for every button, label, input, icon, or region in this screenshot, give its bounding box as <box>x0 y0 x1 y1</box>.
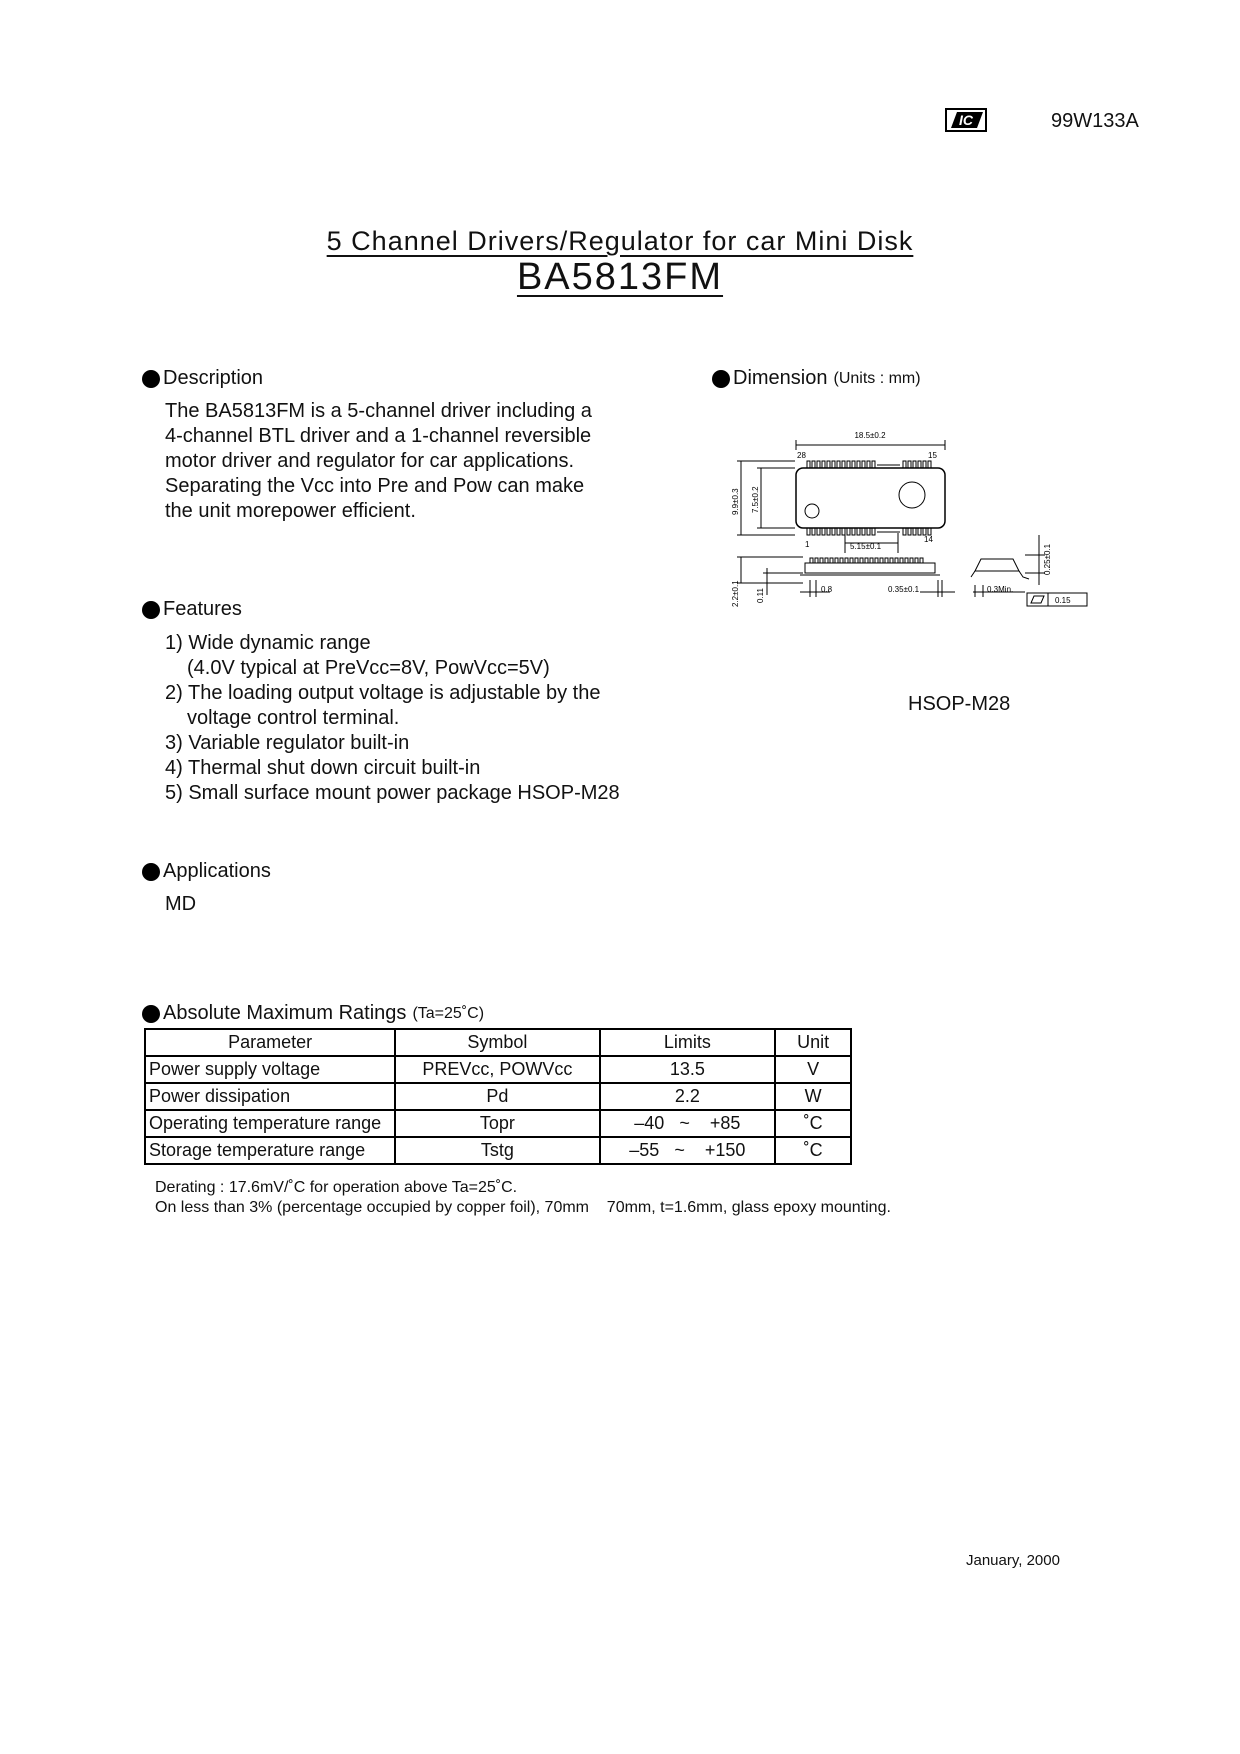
symbol-cell: Topr <box>395 1110 599 1137</box>
dim-pin14-label: 14 <box>924 535 933 544</box>
table-row <box>145 1110 851 1137</box>
table-row <box>145 1083 851 1110</box>
unit-cell: ˚C <box>775 1110 851 1137</box>
parameter-cell: Power dissipation <box>145 1083 395 1110</box>
features-list <box>165 631 620 806</box>
feature-item: 4) Thermal shut down circuit built-in <box>165 757 481 779</box>
dim-flatness-label: 0.15 <box>1055 596 1071 605</box>
table-row <box>145 1056 851 1083</box>
ic-logo <box>945 108 987 132</box>
dim-pin28-label: 28 <box>797 451 806 460</box>
ratings-heading: Absolute Maximum Ratings (Ta=25˚C) <box>142 1002 484 1025</box>
column-header: Unit <box>775 1029 851 1056</box>
mounting-note: On less than 3% (percentage occupied by copper foil), 70mm 70mm, t=1.6mm, glass epoxy mounting. <box>155 1199 891 1216</box>
bullet-icon <box>142 601 160 619</box>
table-row <box>145 1137 851 1164</box>
dim-standoff-label: 0.11 <box>756 588 765 603</box>
parameter-cell: Operating temperature range <box>145 1110 395 1137</box>
limits-cell: 13.5 <box>600 1056 776 1083</box>
document-subtitle: 5 Channel Drivers/Regulator for car Mini Disk <box>326 226 914 256</box>
symbol-cell: PREVcc, POWVcc <box>395 1056 599 1083</box>
description-line: the unit morepower efficient. <box>165 500 416 522</box>
limits-cell: 2.2 <box>600 1083 776 1110</box>
description-line: The BA5813FM is a 5-channel driver including a <box>165 400 592 422</box>
unit-cell: ˚C <box>775 1137 851 1164</box>
description-heading: Description <box>142 367 263 390</box>
dimension-units: (Units : mm) <box>833 369 921 387</box>
feature-item: 5) Small surface mount power package HSOP-M28 <box>165 782 620 804</box>
dim-min-label: 0.3Min. <box>987 585 1014 594</box>
description-text <box>165 399 592 524</box>
dim-center-label: 5.15±0.1 <box>850 542 882 551</box>
column-header: Limits <box>600 1029 776 1056</box>
ratings-condition: (Ta=25˚C) <box>412 1004 485 1022</box>
dim-body-height-label: 7.5±0.2 <box>751 486 760 513</box>
table-header-row <box>145 1029 851 1056</box>
dim-pitch-label: 0.8 <box>821 585 833 594</box>
package-dimension-drawing <box>725 425 1115 620</box>
bullet-icon <box>142 863 160 881</box>
package-name: HSOP-M28 <box>908 693 1011 715</box>
description-line: Separating the Vcc into Pre and Pow can make <box>165 475 585 497</box>
feature-item: 2) The loading output voltage is adjustable by the <box>165 682 601 704</box>
bullet-icon <box>142 1005 160 1023</box>
feature-item: 1) Wide dynamic range <box>165 632 371 654</box>
part-number-title: BA5813FM <box>516 256 724 298</box>
description-line: motor driver and regulator for car applications. <box>165 450 575 472</box>
symbol-cell: Pd <box>395 1083 599 1110</box>
document-date: January, 2000 <box>966 1552 1060 1569</box>
dim-pin15-label: 15 <box>928 451 937 460</box>
description-line: 4-channel BTL driver and a 1-channel reversible <box>165 425 592 447</box>
document-number: 99W133A <box>1051 110 1139 132</box>
symbol-cell: Tstg <box>395 1137 599 1164</box>
feature-item: voltage control terminal. <box>187 707 400 729</box>
derating-note: Derating : 17.6mV/˚C for operation above Ta=25˚C. <box>155 1179 518 1196</box>
dim-lead-width-label: 0.35±0.1 <box>888 585 920 594</box>
dim-total-height-label: 9.9±0.3 <box>731 488 740 515</box>
bullet-icon <box>142 370 160 388</box>
dim-width-label: 18.5±0.2 <box>854 431 886 440</box>
dimension-heading: Dimension (Units : mm) <box>712 367 921 390</box>
ratings-table <box>144 1028 852 1165</box>
dim-thickness-label: 2.2±0.1 <box>731 580 740 607</box>
limits-cell: –55 ~ +150 <box>600 1137 776 1164</box>
dim-pin1-label: 1 <box>805 540 810 549</box>
parameter-cell: Power supply voltage <box>145 1056 395 1083</box>
feature-item: 3) Variable regulator built-in <box>165 732 410 754</box>
feature-item: (4.0V typical at PreVcc=8V, PowVcc=5V) <box>187 657 550 679</box>
applications-heading: Applications <box>142 860 271 883</box>
parameter-cell: Storage temperature range <box>145 1137 395 1164</box>
bullet-icon <box>712 370 730 388</box>
unit-cell: W <box>775 1083 851 1110</box>
ic-logo-text: IC <box>959 112 973 128</box>
unit-cell: V <box>775 1056 851 1083</box>
column-header: Symbol <box>395 1029 599 1056</box>
limits-cell: –40 ~ +85 <box>600 1110 776 1137</box>
column-header: Parameter <box>145 1029 395 1056</box>
applications-value: MD <box>165 893 197 915</box>
dim-lead-thickness-label: 0.25±0.1 <box>1043 543 1052 575</box>
features-heading: Features <box>142 598 242 621</box>
